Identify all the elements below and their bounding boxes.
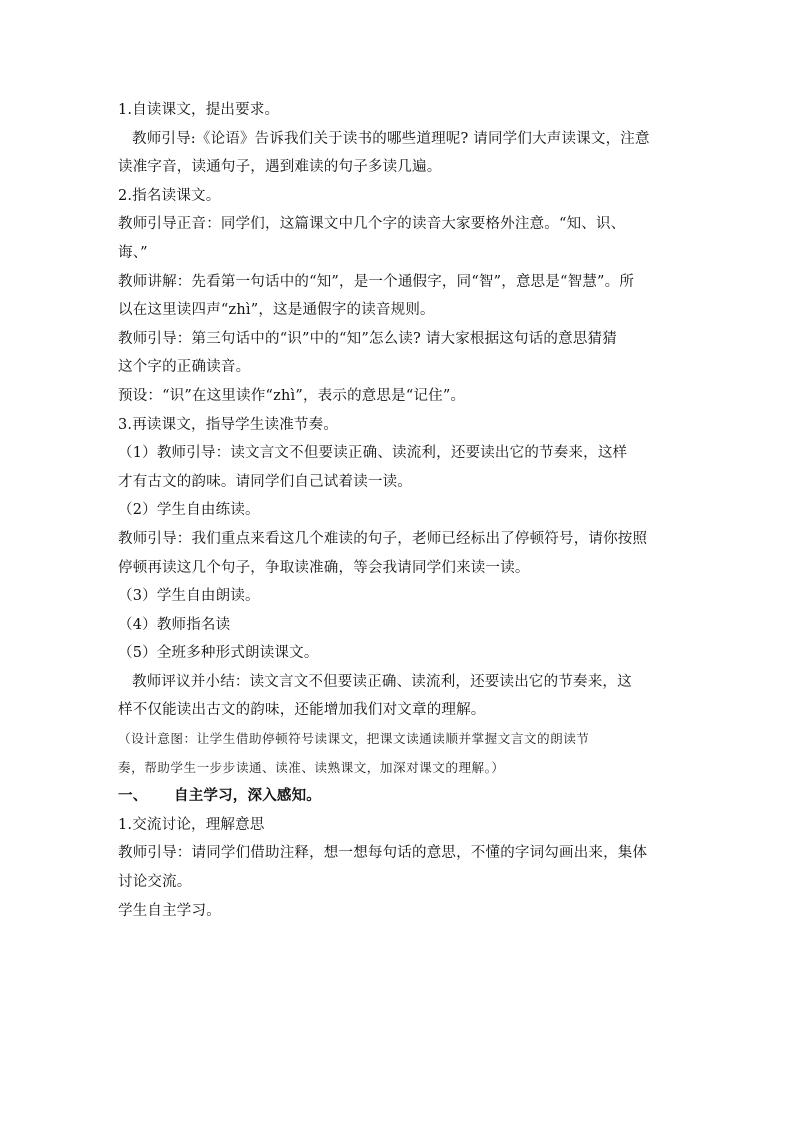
paragraph-line: 这个字的正确读音。 <box>118 359 251 376</box>
paragraph-line: 停顿再读这几个句子，争取读准确，等会我请同学们来读一读。 <box>118 559 530 576</box>
step-heading: 2.指名读课文。 <box>118 187 221 204</box>
paragraph-line: 讨论交流。 <box>118 874 192 891</box>
section-heading-title: 自主学习，深入感知。 <box>174 788 321 805</box>
paragraph-line: 预设：“识”在这里读作“zhì”，表示的意思是“记住”。 <box>118 387 466 404</box>
paragraph-line: 学生自主学习。 <box>118 902 221 919</box>
step-heading: 3.再读课文，指导学生读准节奏。 <box>118 416 339 433</box>
section-heading-number: 一、 <box>118 788 148 805</box>
paragraph-line: 读准字音，读通句子，遇到难读的句子多读几遍。 <box>118 159 442 176</box>
paragraph-line: 教师评议并小结：读文言文不但要读正确、读流利，还要读出它的节奏来，这 <box>132 673 632 690</box>
step-heading: 1.自读课文，提出要求。 <box>118 102 280 118</box>
paragraph-line: 以在这里读四声“zhì”，这是通假字的读音规则。 <box>118 302 435 319</box>
paragraph-line: 教师引导正音：同学们，这篇课文中几个字的读音大家要格外注意。“知、识、 <box>118 216 626 233</box>
paragraph-line: 才有古文的韵味。请同学们自己试着读一读。 <box>118 473 412 490</box>
document-body <box>118 96 674 925</box>
paragraph-line: （3）学生自由朗读。 <box>118 588 260 605</box>
design-note-line: （设计意图：让学生借助停顿符号读课文，把课文读通读顺并掌握文言文的朗读节 <box>118 731 590 747</box>
section-heading <box>118 782 674 811</box>
paragraph-line: （4）教师指名读 <box>118 616 231 633</box>
design-note-line: 奏，帮助学生一步步读通、读准、读熟课文，加深对课文的理解。） <box>118 759 505 775</box>
paragraph-line: 教师讲解：先看第一句话中的“知”，是一个通假字，同“智”，意思是“智慧”。所 <box>118 273 635 290</box>
paragraph-line: 教师引导：第三句话中的“识”中的“知”怎么读? 请大家根据这句话的意思猜猜 <box>118 330 617 347</box>
paragraph-line: 诲、” <box>118 244 148 261</box>
step-heading: 1.交流讨论，理解意思 <box>118 816 265 833</box>
paragraph-line: 样不仅能读出古文的韵味，还能增加我们对文章的理解。 <box>118 702 486 719</box>
paragraph-line: （2）学生自由练读。 <box>118 502 260 519</box>
paragraph-line: 教师引导：请同学们借助注释，想一想每句话的意思，不懂的字词勾画出来，集体 <box>118 845 648 862</box>
paragraph-line: （1）教师引导：读文言文不但要读正确、读流利，还要读出它的节奏来，这样 <box>118 445 628 462</box>
paragraph-line: 教师引导：我们重点来看这几个难读的句子，老师已经标出了停顿符号，请你按照 <box>118 530 648 547</box>
paragraph-line: 教师引导:《论语》告诉我们关于读书的哪些道理呢? 请同学们大声读课文，注意 <box>132 130 650 147</box>
paragraph-line: （5）全班多种形式朗读课文。 <box>118 645 319 662</box>
